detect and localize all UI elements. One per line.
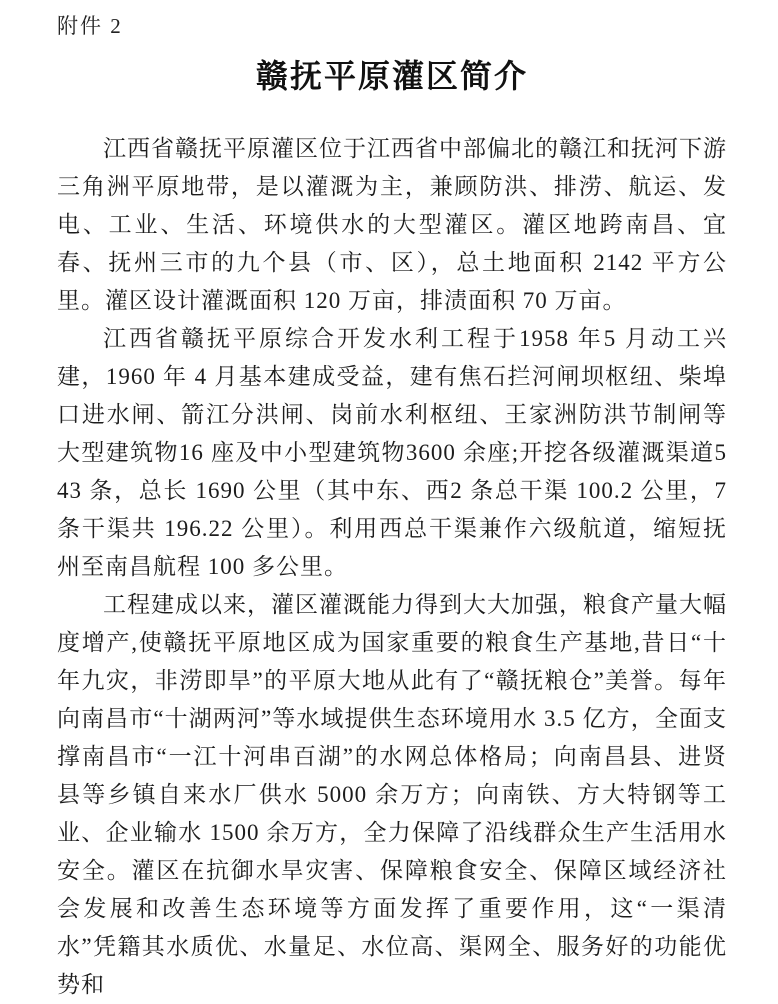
attachment-label: 附件 2 bbox=[57, 14, 123, 38]
document-body bbox=[57, 130, 727, 1004]
page-title: 赣抚平原灌区简介 bbox=[255, 58, 528, 94]
body-paragraph: 江西省赣抚平原综合开发水利工程于1958 年5 月动工兴建，1960 年 4 月基本建成受益，建有焦石拦河闸坝枢纽、柴埠口进水闸、箭江分洪闸、岗前水利枢纽、王家洲防洪节制闸等大型建筑物16 座及中小型建筑物3600 余座;开挖各级灌溉渠道543 条，总长 1690 公里（其中东、西2 条总干渠 100.2 公里，7 条干渠共 196.22 公里）。利用西总干渠兼作六级航道，缩短抚州至南昌航程 100 多公里。 bbox=[57, 326, 727, 579]
body-paragraph: 工程建成以来，灌区灌溉能力得到大大加强，粮食产量大幅度增产,使赣抚平原地区成为国家重要的粮食生产基地,昔日“十年九灾，非涝即旱”的平原大地从此有了“赣抚粮仓”美誉。每年向南昌市“十湖两河”等水域提供生态环境用水 3.5 亿方，全面支撑南昌市“一江十河串百湖”的水网总体格局；向南昌县、进贤县等乡镇自来水厂供水 5000 余万方；向南铁、方大特钢等工业、企业输水 1500 余万方，全力保障了沿线群众生产生活用水安全。灌区在抗御水旱灾害、保障粮食安全、保障区域经济社会发展和改善生态环境等方面发挥了重要作用，这“一渠清水”凭籍其水质优、水量足、水位高、渠网全、服务好的功能优势和 bbox=[57, 592, 727, 997]
body-paragraph: 江西省赣抚平原灌区位于江西省中部偏北的赣江和抚河下游三角洲平原地带，是以灌溉为主，兼顾防洪、排涝、航运、发电、工业、生活、环境供水的大型灌区。灌区地跨南昌、宜春、抚州三市的九个县（市、区），总土地面积 2142 平方公里。灌区设计灌溉面积 120 万亩，排渍面积 70 万亩。 bbox=[57, 136, 727, 313]
